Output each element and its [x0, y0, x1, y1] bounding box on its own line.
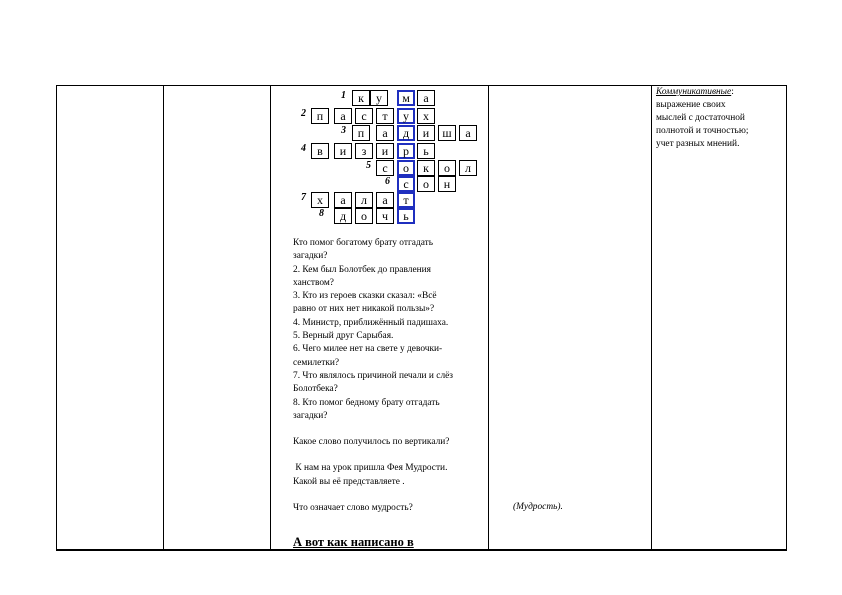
crossword-cell: с [376, 160, 394, 176]
col-divider-0 [56, 85, 57, 550]
crossword-cell: х [311, 192, 329, 208]
crossword-cell: д [334, 208, 352, 224]
question-line: Болотбека? [293, 384, 338, 395]
clue-number: 6 [385, 176, 390, 187]
crossword-cell: а [376, 125, 394, 141]
question-line: 7. Что являлось причиной печали и слёз [293, 370, 453, 381]
crossword-key-cell: т [397, 192, 415, 208]
clue-number: 3 [341, 125, 346, 136]
crossword-key-cell: о [397, 160, 415, 176]
crossword-cell: к [352, 90, 370, 106]
crossword-cell: о [355, 208, 373, 224]
questions-block [293, 237, 485, 515]
wisdom-question: Что означает слово мудрость? [293, 503, 413, 514]
col-divider-2 [270, 85, 271, 550]
crossword-key-cell: ь [397, 208, 415, 224]
crossword-cell: н [438, 176, 456, 192]
crossword-cell: л [355, 192, 373, 208]
crossword-cell: ш [438, 125, 456, 141]
competency-line: выражение своих [656, 100, 726, 110]
competency-heading-suffix: : [731, 87, 734, 97]
crossword-key-cell: у [397, 108, 415, 124]
crossword-cell: и [334, 143, 352, 159]
crossword-cell: о [438, 160, 456, 176]
competency-line: мыслей с достаточной [656, 113, 745, 123]
clue-number: 8 [319, 208, 324, 219]
crossword-cell: в [311, 143, 329, 159]
question-line: 2. Кем был Болотбек до правления [293, 264, 431, 275]
question-line: 4. Министр, приближённый падишаха. [293, 317, 449, 328]
crossword-cell: а [417, 90, 435, 106]
clue-number: 1 [341, 90, 346, 101]
col-divider-1 [163, 85, 164, 550]
fairy-line: К нам на урок пришла Фея Мудрости. [293, 463, 448, 474]
crossword-cell: а [459, 125, 477, 141]
clue-number: 5 [366, 160, 371, 171]
crossword-cell: ч [376, 208, 394, 224]
crossword-cell: у [370, 90, 388, 106]
crossword-cell: а [334, 192, 352, 208]
question-line: 8. Кто помог бедному брату отгадать [293, 397, 440, 408]
clue-number: 7 [301, 192, 306, 203]
question-line: загадки? [293, 410, 328, 421]
question-line: загадки? [293, 251, 328, 262]
answer-text: (Мудрость). [513, 502, 563, 512]
question-line: равно от них нет никакой пользы»? [293, 304, 435, 315]
question-line: семилетки? [293, 357, 340, 368]
section-heading: А вот как написано в [293, 535, 414, 549]
question-line: ханством? [293, 277, 334, 288]
crossword-cell: о [417, 176, 435, 192]
clue-number: 4 [301, 143, 306, 154]
col-divider-4 [651, 85, 652, 550]
vertical-word-prompt: Какое слово получилось по вертикали? [293, 437, 450, 448]
question-line: 5. Верный друг Сарыбая. [293, 331, 394, 342]
table-bottom-border [56, 549, 787, 551]
crossword-cell: и [417, 125, 435, 141]
crossword-cell: а [334, 108, 352, 124]
crossword-cell: а [376, 192, 394, 208]
crossword-cell: к [417, 160, 435, 176]
crossword-cell: т [376, 108, 394, 124]
crossword-cell: ь [417, 143, 435, 159]
crossword [292, 88, 490, 230]
crossword-cell: п [352, 125, 370, 141]
question-line: Кто помог богатому брату отгадать [293, 238, 434, 248]
competency-line: учет разных мнений. [656, 139, 740, 149]
crossword-cell: з [355, 143, 373, 159]
crossword-key-cell: м [397, 90, 415, 106]
crossword-cell: п [311, 108, 329, 124]
competency-line: полнотой и точностью; [656, 126, 749, 136]
competency-heading: Коммуникативные [656, 87, 732, 97]
col-divider-5 [786, 85, 787, 550]
question-line: 6. Чего милее нет на свете у девочки- [293, 344, 443, 355]
crossword-key-cell: с [397, 176, 415, 192]
crossword-cell: с [355, 108, 373, 124]
crossword-cell: х [417, 108, 435, 124]
question-line: 3. Кто из героев сказки сказал: «Всё [293, 291, 437, 302]
crossword-key-cell: р [397, 143, 415, 159]
crossword-cell: и [376, 143, 394, 159]
crossword-key-cell: д [397, 125, 415, 141]
competency-note [656, 86, 784, 151]
fairy-line: Какой вы её представляете . [293, 476, 405, 487]
clue-number: 2 [301, 108, 306, 119]
crossword-cell: л [459, 160, 477, 176]
